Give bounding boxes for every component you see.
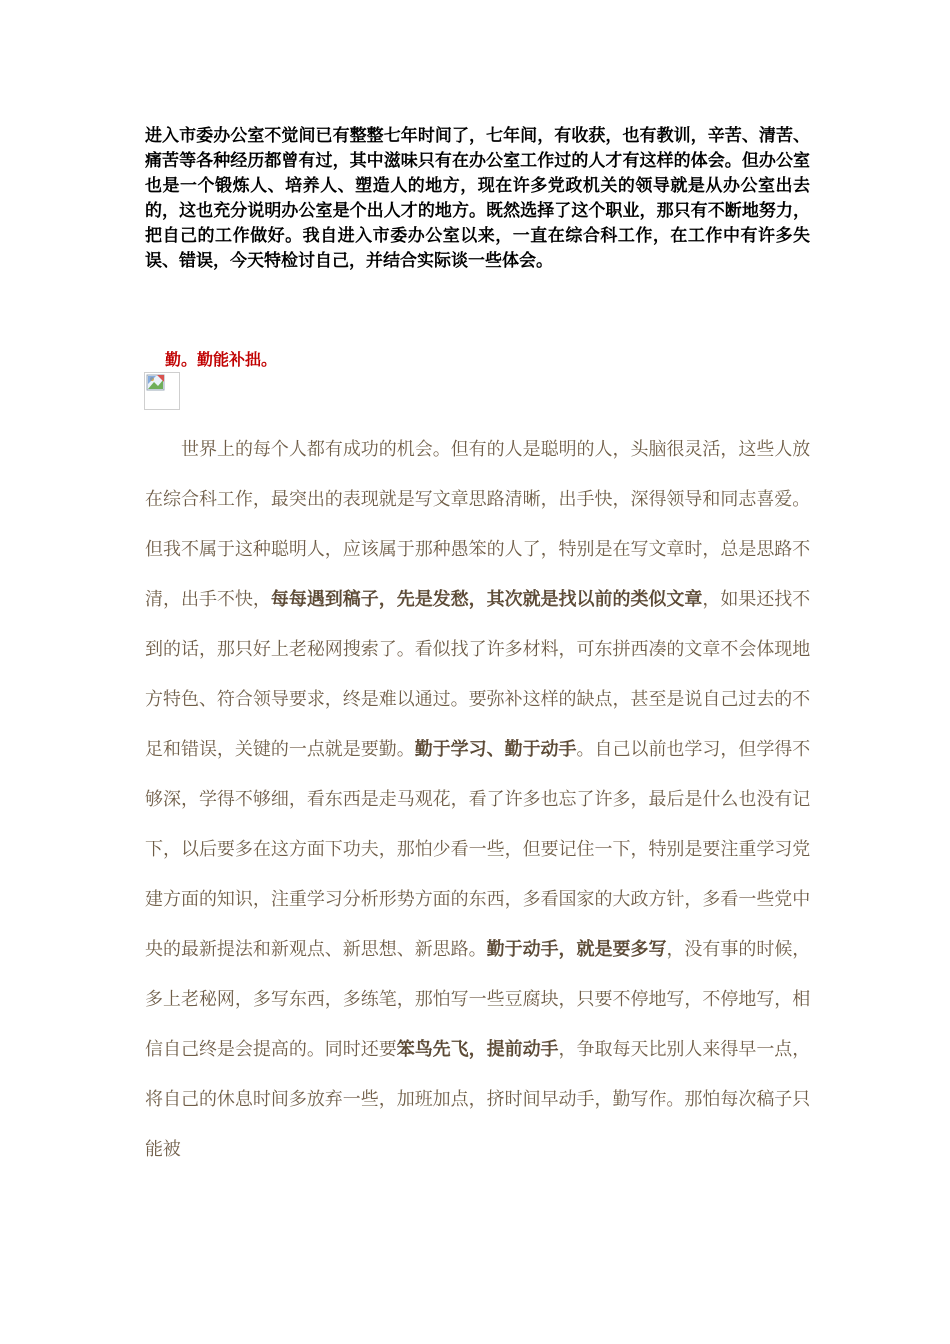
- image-placeholder-glyph: [146, 374, 168, 394]
- intro-paragraph: 进入市委办公室不觉间已有整整七年时间了，七年间，有收获，也有教训，辛苦、清苦、痛苦等各种经历都曾有过，其中滋味只有在办公室工作过的人才有这样的体会。但办公室也是一个锻炼人、培养人、塑造人的地方，现在许多党政机关的领导就是从办公室出去的，这也充分说明办公室是个出人才的地方。既然选择了这个职业，那只有不断地努力，把自己的工作做好。我自进入市委办公室以来，一直在综合科工作，在工作中有许多失误、错误，今天特检讨自己，并结合实际谈一些体会。: [145, 126, 810, 271]
- body-paragraph: [145, 425, 810, 1175]
- body-emphasis: 勤于学习、勤于动手: [414, 739, 577, 760]
- section-heading: 勤。勤能补拙。: [165, 350, 278, 369]
- body-emphasis: 勤于动手，就是要多写: [486, 939, 667, 960]
- broken-image-icon: [144, 372, 180, 410]
- body-text-segment: 。自己以前也学习，但学得不够深，学得不够细，看东西是走马观花，看了许多也忘了许多，最后是什么也没有记下，以后要多在这方面下功夫，那怕少看一些，但要记住一下，特别是要注重学习党建方面的知识，注重学习分析形势方面的东西，多看国家的大政方针，多看一些党中央的最新提法和新观点、新思想、新思路。: [145, 739, 810, 960]
- body-text-segment: ，没有事的时候，多上老秘网，多写东西，多练笔，那怕写一些豆腐块，只要不停地写，不停地写，相信自己终是会提高的。同时还要: [145, 939, 810, 1060]
- body-emphasis: 每每遇到稿子，先是发愁，其次就是找以前的类似文章: [270, 589, 703, 610]
- body-text-segment: ，如果还找不到的话，那只好上老秘网搜索了。看似找了许多材料，可东拼西凑的文章不会体现地方特色、符合领导要求，终是难以通过。要弥补这样的缺点，甚至是说自己过去的不足和错误，关键的一点就是要勤。: [145, 589, 810, 760]
- body-text-segment: ，争取每天比别人来得早一点，将自己的休息时间多放弃一些，加班加点，挤时间早动手，勤写作。那怕每次稿子只能被: [145, 1039, 810, 1160]
- body-emphasis: 笨鸟先飞，提前动手: [396, 1039, 559, 1060]
- body-text-segment: 世界上的每个人都有成功的机会。但有的人是聪明的人，头脑很灵活，这些人放在综合科工作，最突出的表现就是写文章思路清晰，出手快，深得领导和同志喜爱。但我不属于这种聪明人，应该属于那种愚笨的人了，特别是在写文章时，总是思路不清，出手不快，: [145, 439, 810, 610]
